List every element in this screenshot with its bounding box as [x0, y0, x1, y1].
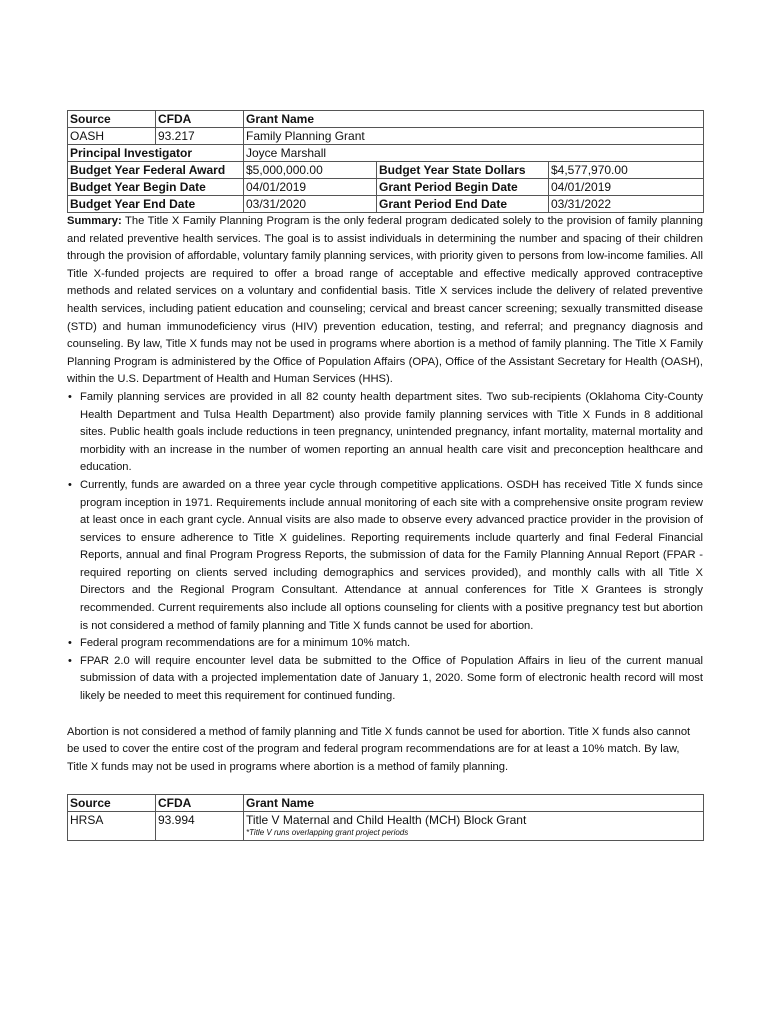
source-value: HRSA: [68, 812, 156, 841]
table-row: [68, 812, 704, 841]
summary-paragraph: [67, 213, 703, 389]
bullet-icon: •: [68, 390, 72, 403]
list-item: [67, 635, 703, 653]
grant-table-oash: [67, 110, 704, 213]
bullet-icon: •: [68, 478, 72, 491]
bullet-text: Federal program recommendations are for a minimum 10% match.: [80, 637, 411, 650]
bullet-icon: •: [68, 637, 72, 650]
table-row: [68, 162, 704, 179]
grant-name-cell: [244, 812, 704, 841]
table-header-row: [68, 111, 704, 128]
source-value: OASH: [68, 128, 156, 145]
summary-label: Summary:: [67, 215, 122, 227]
document-page: [67, 110, 703, 841]
grant-name-value: Family Planning Grant: [244, 128, 704, 145]
pi-label: Principal Investigator: [68, 145, 244, 162]
bullet-text: Currently, funds are awarded on a three year cycle through competitive applications. OSDH has received Title X funds since program inception in 1971. Requirements include annual monitoring of each site with a comprehensive onsite program review at least once in each grant cycle. Annual visits are also made to observe every advanced practice provider in the provision of services to ensure adherence to Title X guidelines. Reporting requirements include quarterly and final Federal Financial Reports, annual and final Program Progress Reports, the submission of data for the Family Planning Annual Report (FPAR - required reporting on clients served including demographics and services provided), and monthly calls with all Title X Directors and the Regional Program Consultant. Attendance at annual conferences for Title X Grantees is strongly recommended. Current requirements also include all options counseling for clients with a positive pregnancy test but abortion is not considered a method of family planning and Title X funds cannot be used for abortion.: [80, 478, 703, 632]
state-dollars-label: Budget Year State Dollars: [377, 162, 549, 179]
grant-period-end-value: 03/31/2022: [549, 196, 704, 213]
budget-begin-label: Budget Year Begin Date: [68, 179, 244, 196]
cfda-value: 93.994: [156, 812, 244, 841]
cfda-header: CFDA: [156, 795, 244, 812]
state-dollars-value: $4,577,970.00: [549, 162, 704, 179]
budget-end-value: 03/31/2020: [244, 196, 377, 213]
grant-name-header: Grant Name: [244, 795, 704, 812]
table-row: [68, 196, 704, 213]
abortion-paragraph: Abortion is not considered a method of family planning and Title X funds cannot be used for abortion. Title X funds also cannot be used to cover the entire cost of the program and federal program recommendations are for at least a 10% match. By law, Title X funds may not be used in programs where abortion is a method of family planning.: [67, 725, 691, 773]
bullet-icon: •: [68, 654, 72, 667]
grant-period-begin-value: 04/01/2019: [549, 179, 704, 196]
federal-award-label: Budget Year Federal Award: [68, 162, 244, 179]
bullet-text: Family planning services are provided in all 82 county health department sites. Two sub-recipients (Oklahoma City-County Health Department and Tulsa Health Department) also provide family planning services with Title X Funds in 8 additional sites. Public health goals include reductions in teen pregnancy, unintended pregnancy, infant mortality, maternal mortality and morbidity with an increase in the number of women reporting an annual health care visit and preconception healthcare and education.: [80, 390, 703, 474]
cfda-header: CFDA: [156, 111, 244, 128]
grant-name-value: Title V Maternal and Child Health (MCH) Block Grant: [246, 813, 527, 828]
federal-award-value: $5,000,000.00: [244, 162, 377, 179]
source-header: Source: [68, 111, 156, 128]
pi-value: Joyce Marshall: [244, 145, 704, 162]
source-header: Source: [68, 795, 156, 812]
list-item: [67, 389, 703, 477]
grant-period-begin-label: Grant Period Begin Date: [377, 179, 549, 196]
table-row: [68, 179, 704, 196]
grant-name-header: Grant Name: [244, 111, 704, 128]
grant-period-end-label: Grant Period End Date: [377, 196, 549, 213]
table-row: [68, 128, 704, 145]
list-item: [67, 477, 703, 635]
grant-note: *Title V runs overlapping grant project periods: [246, 828, 409, 838]
cfda-value: 93.217: [156, 128, 244, 145]
list-item: [67, 653, 703, 706]
budget-end-label: Budget Year End Date: [68, 196, 244, 213]
budget-begin-value: 04/01/2019: [244, 179, 377, 196]
bullet-list: [67, 389, 703, 706]
table-row: [68, 145, 704, 162]
grant-table-hrsa: [67, 794, 704, 841]
summary-text: The Title X Family Planning Program is the only federal program dedicated solely to the provision of family planning and related preventive health services. The goal is to assist individuals in determining the number and spacing of their children through the provision of affordable, voluntary family planning services, with priority given to persons from low-income families. All Title X-funded projects are required to offer a broad range of acceptable and effective medically approved contraceptive methods and related services on a voluntary and confidential basis. Title X services include the delivery of related preventive health services, including patient education and counseling; cervical and breast cancer screening; sexually transmitted disease (STD) and human immunodeficiency virus (HIV) prevention education, testing, and referral; and pregnancy diagnosis and counseling. By law, Title X funds may not be used in programs where abortion is a method of family planning. The Title X Family Planning Program is administered by the Office of Population Affairs (OPA), Office of the Assistant Secretary for Health (OASH), within the U.S. Department of Health and Human Services (HHS).: [67, 215, 703, 386]
spacer: [67, 706, 703, 724]
table-header-row: [68, 795, 704, 812]
bullet-text: FPAR 2.0 will require encounter level data be submitted to the Office of Population Affairs in lieu of the current manual submission of data with a projected implementation date of January 1, 2020. Some form of electronic health record will most likely be needed to meet this requirement for continued funding.: [80, 654, 703, 703]
